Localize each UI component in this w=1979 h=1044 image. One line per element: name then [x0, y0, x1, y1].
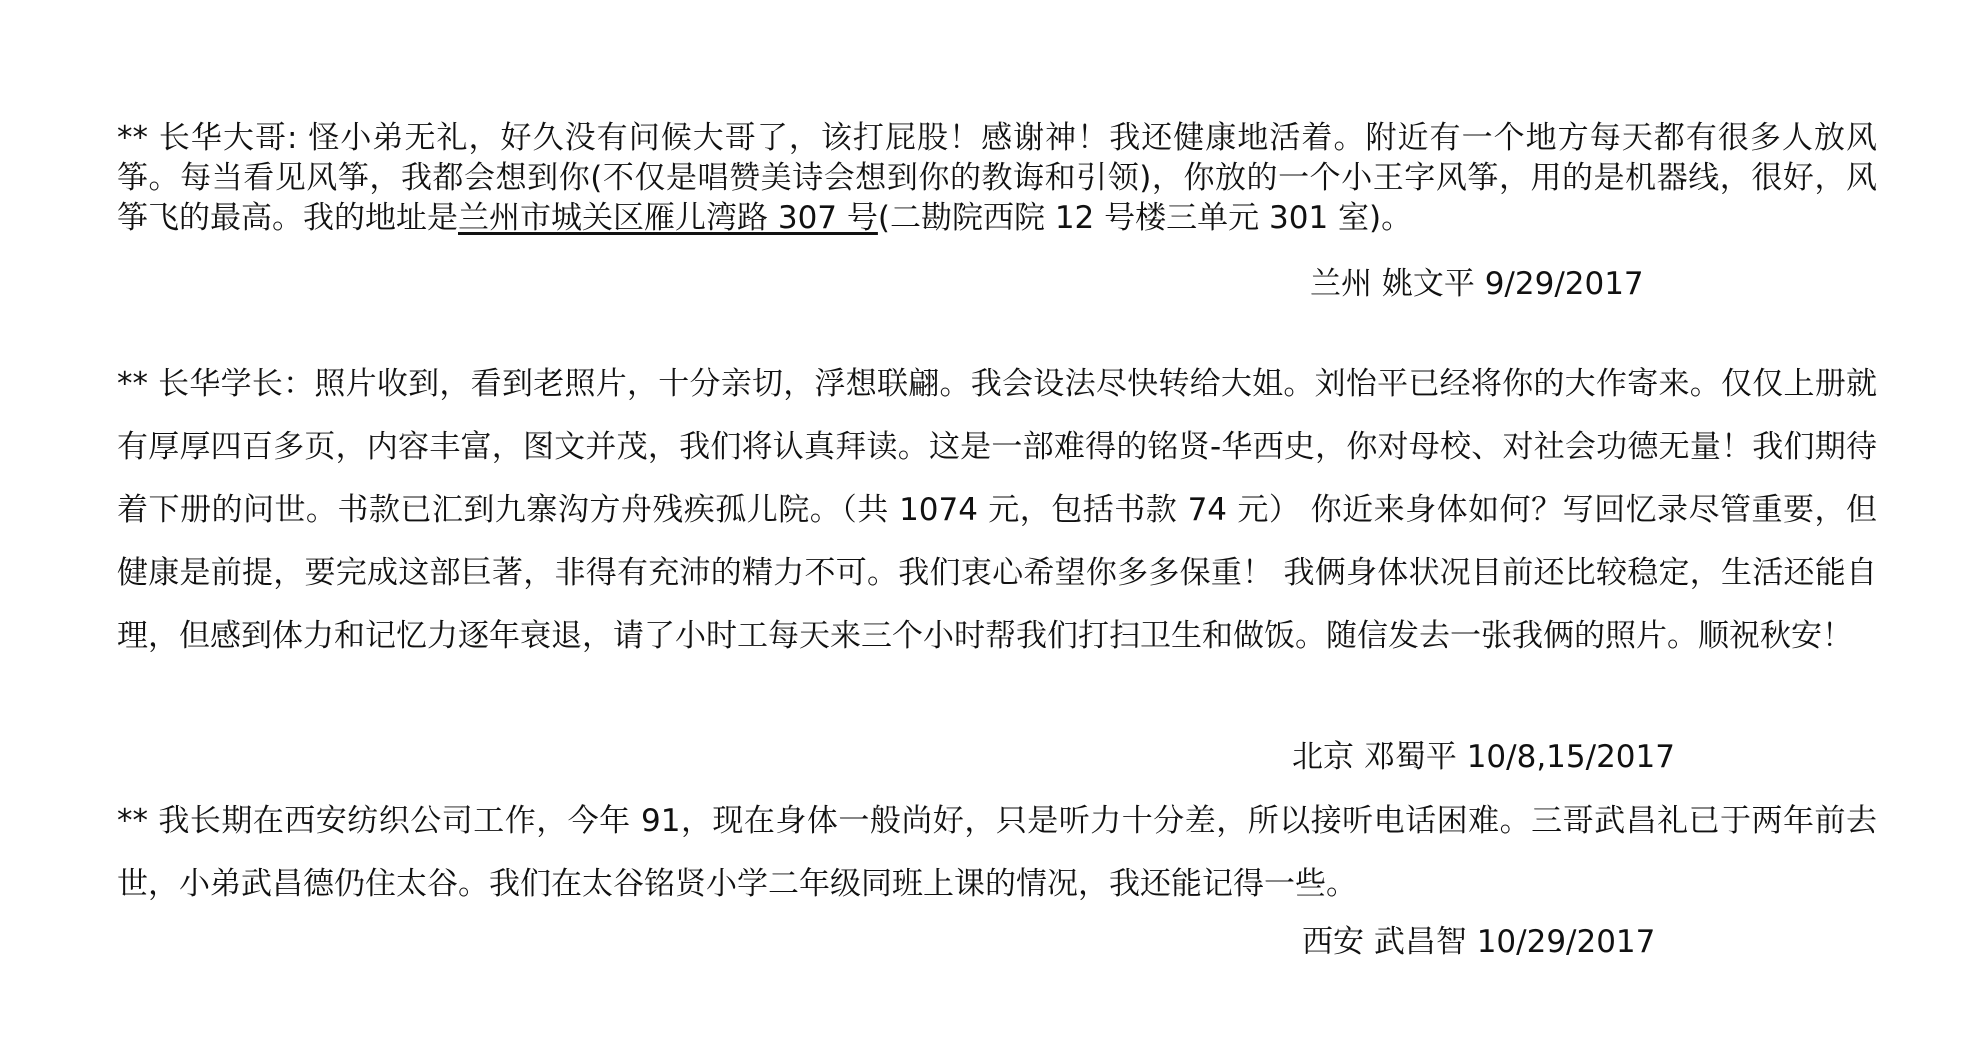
letter-text: 我长期在西安纺织公司工作，今年 91，现在身体一般尚好，只是听力十分差，所以接听电话困难。三哥武昌礼已于两年前去世，小弟武昌德仍住太谷。我们在太谷铭贤小学二年级同班上课的情况，我还能记得一些。: [117, 803, 1877, 902]
letter-deng-shuping: [117, 353, 1877, 775]
letter-text-part-1: 长华大哥: 怪小弟无礼，好久没有问候大哥了，该打屁股！感谢神！我还健康地活着。附近有一个地方每天都有很多人放风筝。每当看见风筝，我都会想到你(不仅是唱赞美诗会想到你的教诲和引领)，你放的一个小王字风筝，用的是机器线，很好，风筝飞的最高。我的地址是: [117, 120, 1877, 236]
letter-body: [117, 118, 1877, 238]
letter-signature: 兰州 姚文平 9/29/2017: [1310, 266, 1644, 302]
mailing-address: 兰州市城关区雁儿湾路 307 号: [458, 200, 878, 236]
letter-body: [117, 790, 1877, 916]
letter-yao-wenping: [117, 118, 1877, 318]
letter-body: [117, 353, 1877, 668]
bullet-marker: **: [117, 803, 148, 839]
bullet-marker: **: [117, 366, 148, 402]
letter-signature: 西安 武昌智 10/29/2017: [1302, 924, 1656, 960]
letter-signature: 北京 邓蜀平 10/8,15/2017: [1292, 739, 1675, 775]
letter-text-part-2: (二勘院西院 12 号楼三单元 301 室)。: [877, 200, 1413, 236]
letter-text: 长华学长：照片收到，看到老照片，十分亲切，浮想联翩。我会设法尽快转给大姐。刘怡平已经将你的大作寄来。仅仅上册就有厚厚四百多页，内容丰富，图文并茂，我们将认真拜读。这是一部难得的铭贤-华西史，你对母校、对社会功德无量！我们期待着下册的问世。书款已汇到九寨沟方舟残疾孤儿院。（共 1074 元，包括书款 74 元） 你近来身体如何？写回忆录尽管重要，但健康是前提，要完成这部巨著，非得有充沛的精力不可。我们衷心希望你多多保重！ 我俩身体状况目前还比较稳定，生活还能自理，但感到体力和记忆力逐年衰退，请了小时工每天来三个小时帮我们打扫卫生和做饭。随信发去一张我俩的照片。顺祝秋安！: [117, 366, 1877, 654]
bullet-marker: **: [117, 120, 148, 156]
letter-wu-changzhi: [117, 790, 1877, 960]
